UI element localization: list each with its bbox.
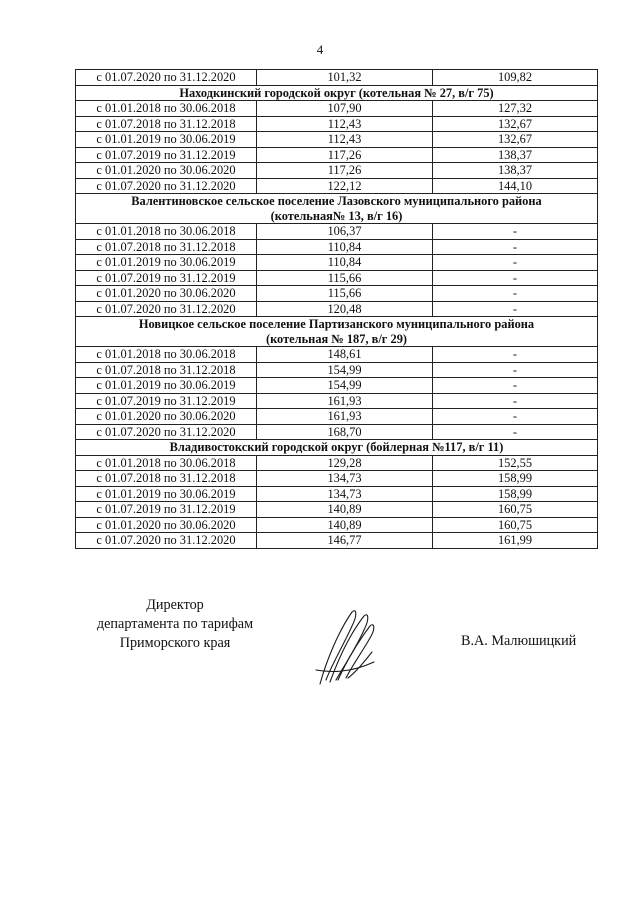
table-row [76, 301, 598, 317]
tariff-value-cell: 117,26 [257, 147, 433, 163]
table-row [76, 362, 598, 378]
section-title-line: Владивостокский городской округ (бойлерная №117, в/г 11) [169, 440, 504, 454]
period-cell: с 01.01.2020 по 30.06.2020 [76, 286, 257, 302]
period-cell: с 01.07.2020 по 31.12.2020 [76, 178, 257, 194]
tariff-value-vat-cell: - [433, 255, 598, 271]
table-row [76, 224, 598, 240]
period-cell: с 01.01.2020 по 30.06.2020 [76, 409, 257, 425]
table-row [76, 270, 598, 286]
tariff-value-cell: 115,66 [257, 286, 433, 302]
tariff-value-vat-cell: - [433, 239, 598, 255]
table-row [76, 378, 598, 394]
section-header-row [76, 317, 598, 347]
period-cell: с 01.01.2019 по 30.06.2019 [76, 132, 257, 148]
tariff-value-vat-cell: - [433, 270, 598, 286]
section-header-row [76, 194, 598, 224]
tariff-value-cell: 161,93 [257, 409, 433, 425]
signer-title-line: Приморского края [119, 635, 231, 651]
period-cell: с 01.07.2018 по 31.12.2018 [76, 239, 257, 255]
tariff-value-vat-cell: 132,67 [433, 132, 598, 148]
table-row [76, 286, 598, 302]
table-row [76, 409, 598, 425]
period-cell: с 01.07.2020 по 31.12.2020 [76, 424, 257, 440]
period-cell: с 01.01.2018 по 30.06.2018 [76, 101, 257, 117]
tariff-value-cell: 106,37 [257, 224, 433, 240]
period-cell: с 01.01.2018 по 30.06.2018 [76, 224, 257, 240]
tariff-table-body [76, 70, 598, 549]
tariff-value-cell: 148,61 [257, 347, 433, 363]
tariff-value-cell: 154,99 [257, 378, 433, 394]
tariff-value-cell: 110,84 [257, 239, 433, 255]
period-cell: с 01.07.2020 по 31.12.2020 [76, 301, 257, 317]
tariff-value-cell: 129,28 [257, 455, 433, 471]
period-cell: с 01.07.2020 по 31.12.2020 [76, 533, 257, 549]
period-cell: с 01.07.2020 по 31.12.2020 [76, 70, 257, 86]
tariff-value-vat-cell: 138,37 [433, 147, 598, 163]
table-row [76, 347, 598, 363]
tariff-value-vat-cell: 144,10 [433, 178, 598, 194]
table-row [76, 70, 598, 86]
tariff-value-vat-cell: - [433, 347, 598, 363]
tariff-value-vat-cell: - [433, 286, 598, 302]
table-row [76, 178, 598, 194]
signer-title-line: Директор [146, 597, 204, 613]
period-cell: с 01.01.2019 по 30.06.2019 [76, 378, 257, 394]
tariff-value-vat-cell: - [433, 409, 598, 425]
tariff-value-cell: 140,89 [257, 517, 433, 533]
tariff-value-cell: 154,99 [257, 362, 433, 378]
tariff-value-vat-cell: - [433, 393, 598, 409]
table-row [76, 533, 598, 549]
table-row [76, 424, 598, 440]
period-cell: с 01.07.2018 по 31.12.2018 [76, 471, 257, 487]
section-header-row [76, 440, 598, 456]
period-cell: с 01.07.2019 по 31.12.2019 [76, 393, 257, 409]
tariff-value-cell: 110,84 [257, 255, 433, 271]
period-cell: с 01.07.2019 по 31.12.2019 [76, 270, 257, 286]
table-row [76, 163, 598, 179]
tariff-value-cell: 101,32 [257, 70, 433, 86]
period-cell: с 01.01.2019 по 30.06.2019 [76, 255, 257, 271]
tariff-value-vat-cell: - [433, 378, 598, 394]
period-cell: с 01.07.2018 по 31.12.2018 [76, 362, 257, 378]
tariff-value-vat-cell: 160,75 [433, 502, 598, 518]
tariff-value-vat-cell: - [433, 362, 598, 378]
period-cell: с 01.07.2018 по 31.12.2018 [76, 116, 257, 132]
table-row [76, 132, 598, 148]
section-title [76, 194, 598, 224]
period-cell: с 01.07.2019 по 31.12.2019 [76, 147, 257, 163]
signer-title-line: департамента по тарифам [96, 616, 254, 632]
tariff-value-vat-cell: 158,99 [433, 471, 598, 487]
handwritten-signature [308, 602, 388, 692]
table-row [76, 393, 598, 409]
tariff-value-vat-cell: 160,75 [433, 517, 598, 533]
section-title [76, 440, 598, 456]
table-row [76, 471, 598, 487]
table-row [76, 502, 598, 518]
tariff-value-cell: 112,43 [257, 132, 433, 148]
tariff-value-cell: 134,73 [257, 471, 433, 487]
tariff-value-vat-cell: 109,82 [433, 70, 598, 86]
signer-title [75, 596, 275, 653]
tariff-value-cell: 122,12 [257, 178, 433, 194]
tariff-value-cell: 161,93 [257, 393, 433, 409]
period-cell: с 01.01.2019 по 30.06.2019 [76, 486, 257, 502]
table-row [76, 101, 598, 117]
section-header-row [76, 85, 598, 101]
tariff-value-cell: 115,66 [257, 270, 433, 286]
table-row [76, 116, 598, 132]
period-cell: с 01.01.2018 по 30.06.2018 [76, 347, 257, 363]
tariff-value-vat-cell: 138,37 [433, 163, 598, 179]
section-title [76, 317, 598, 347]
tariff-value-vat-cell: 127,32 [433, 101, 598, 117]
page-number: 4 [316, 42, 324, 57]
section-title-line: Новицкое сельское поселение Партизанского муниципального района [138, 317, 535, 331]
period-cell: с 01.01.2018 по 30.06.2018 [76, 455, 257, 471]
period-cell: с 01.01.2020 по 30.06.2020 [76, 163, 257, 179]
tariff-value-cell: 146,77 [257, 533, 433, 549]
tariff-value-cell: 117,26 [257, 163, 433, 179]
tariff-value-vat-cell: - [433, 301, 598, 317]
tariff-value-cell: 140,89 [257, 502, 433, 518]
tariff-value-cell: 168,70 [257, 424, 433, 440]
tariff-value-cell: 134,73 [257, 486, 433, 502]
tariff-table [75, 69, 598, 549]
period-cell: с 01.07.2019 по 31.12.2019 [76, 502, 257, 518]
tariff-value-cell: 112,43 [257, 116, 433, 132]
tariff-value-vat-cell: - [433, 424, 598, 440]
period-cell: с 01.01.2020 по 30.06.2020 [76, 517, 257, 533]
tariff-value-cell: 107,90 [257, 101, 433, 117]
tariff-value-vat-cell: - [433, 224, 598, 240]
table-row [76, 486, 598, 502]
table-row [76, 517, 598, 533]
table-row [76, 455, 598, 471]
section-title-line: (котельная№ 13, в/г 16) [270, 208, 403, 223]
section-title-line: Находкинский городской округ (котельная № 27, в/г 75) [179, 85, 494, 100]
section-title [76, 85, 598, 101]
section-title-line: Валентиновское сельское поселение Лазовского муниципального района [131, 194, 542, 208]
table-row [76, 255, 598, 271]
tariff-value-cell: 120,48 [257, 301, 433, 317]
tariff-value-vat-cell: 132,67 [433, 116, 598, 132]
signer-name: В.А. Малюшицкий [461, 633, 577, 649]
table-row [76, 147, 598, 163]
table-row [76, 239, 598, 255]
tariff-value-vat-cell: 152,55 [433, 455, 598, 471]
tariff-value-vat-cell: 158,99 [433, 486, 598, 502]
section-title-line: (котельная № 187, в/г 29) [265, 331, 408, 346]
tariff-value-vat-cell: 161,99 [433, 533, 598, 549]
